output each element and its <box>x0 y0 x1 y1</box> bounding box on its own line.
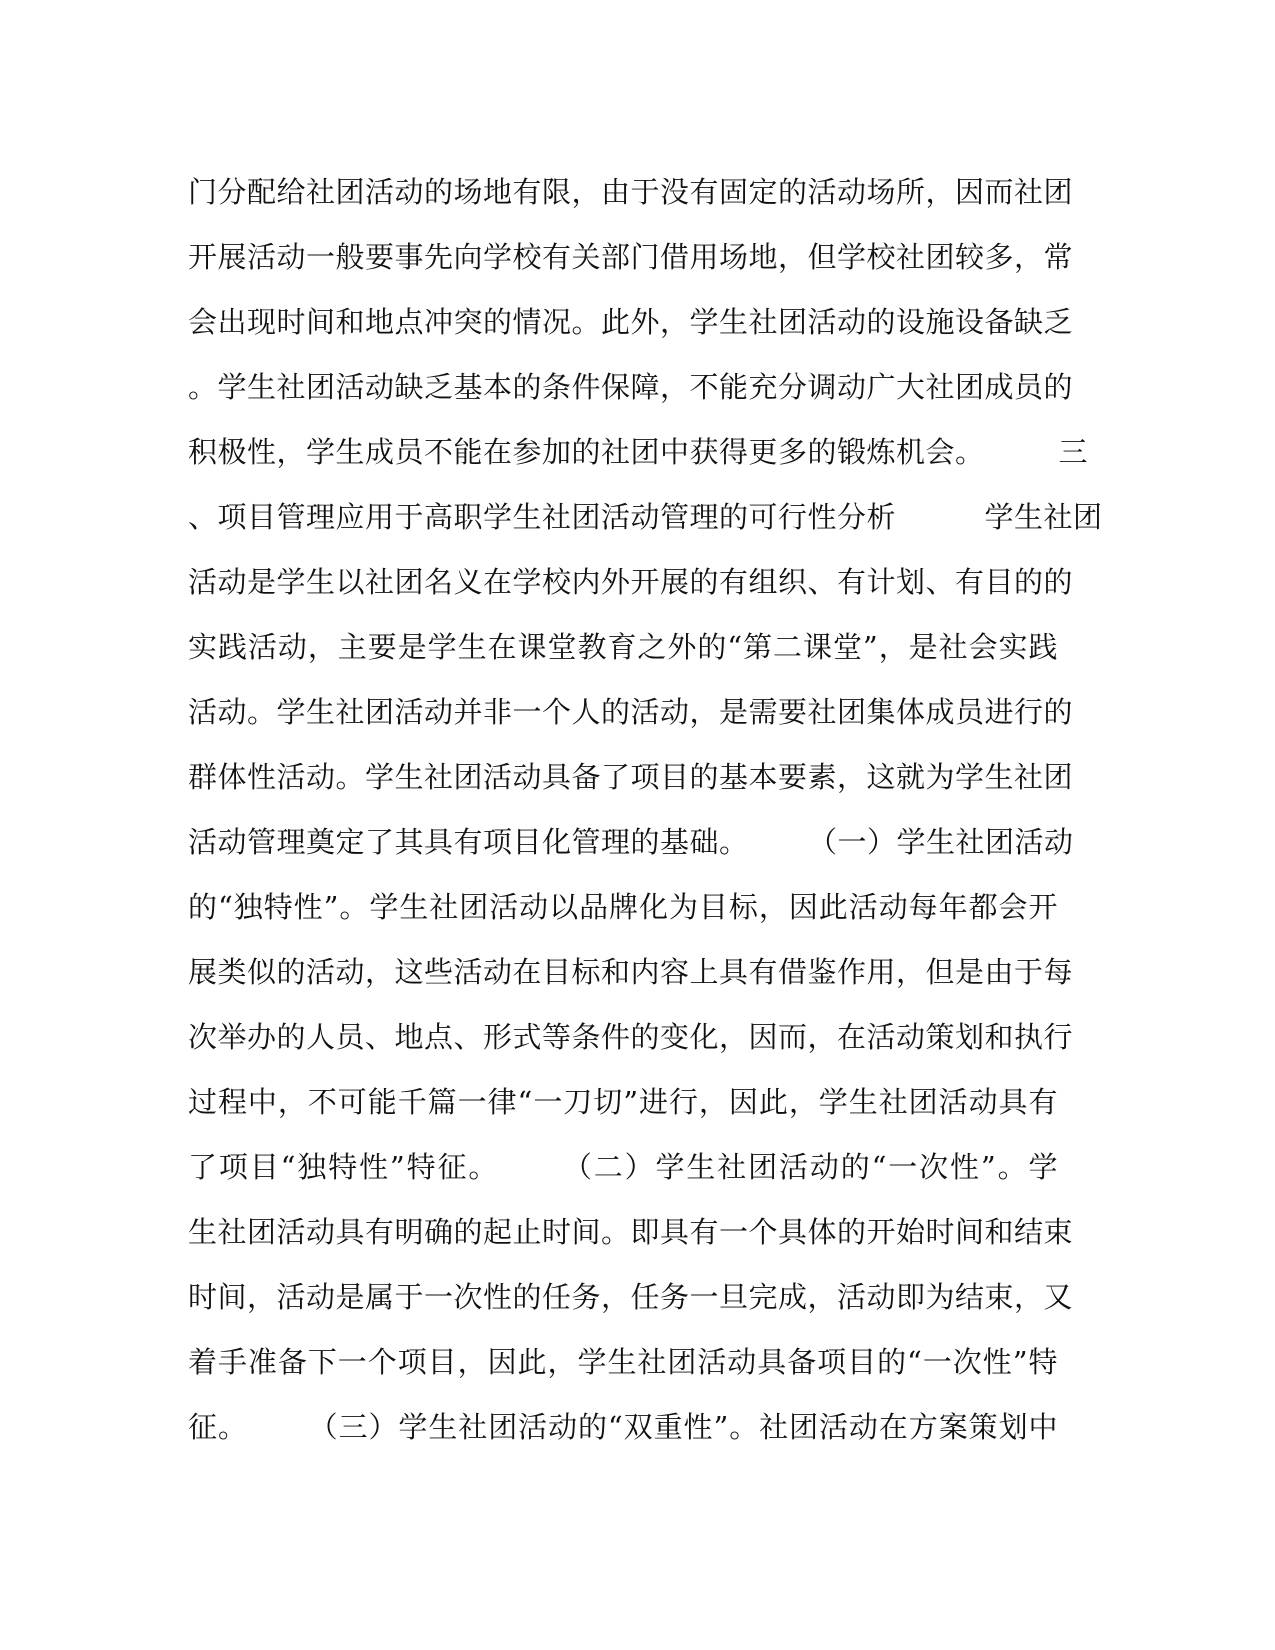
body-text <box>188 160 1103 1460</box>
text-line: 活动。学生社团活动并非一个人的活动，是需要社团集体成员进行的 <box>188 695 1074 729</box>
text-line: 时间，活动是属于一次性的任务，任务一旦完成，活动即为结束，又 <box>188 1280 1074 1314</box>
text-line: 、项目管理应用于高职学生社团活动管理的可行性分析 学生社团 <box>188 500 1103 534</box>
text-line: 生社团活动具有明确的起止时间。即具有一个具体的开始时间和结束 <box>188 1215 1074 1249</box>
text-line: 次举办的人员、地点、形式等条件的变化，因而，在活动策划和执行 <box>188 1020 1074 1054</box>
text-line: 积极性，学生成员不能在参加的社团中获得更多的锻炼机会。 三 <box>188 435 1089 469</box>
text-line: 着手准备下一个项目，因此，学生社团活动具备项目的“一次性”特 <box>188 1345 1058 1379</box>
text-line: 。学生社团活动缺乏基本的条件保障，不能充分调动广大社团成员的 <box>188 370 1074 404</box>
text-line: 活动是学生以社团名义在学校内外开展的有组织、有计划、有目的的 <box>188 565 1074 599</box>
text-line: 门分配给社团活动的场地有限，由于没有固定的活动场所，因而社团 <box>188 175 1074 209</box>
text-line: 了项目“独特性”特征。 （二）学生社团活动的“一次性”。学 <box>188 1150 1058 1184</box>
text-line: 征。 （三）学生社团活动的“双重性”。社团活动在方案策划中 <box>188 1410 1058 1444</box>
text-line: 开展活动一般要事先向学校有关部门借用场地，但学校社团较多，常 <box>188 240 1074 274</box>
text-line: 过程中，不可能千篇一律“一刀切”进行，因此，学生社团活动具有 <box>188 1085 1058 1119</box>
text-line: 会出现时间和地点冲突的情况。此外，学生社团活动的设施设备缺乏 <box>188 305 1074 339</box>
text-line: 展类似的活动，这些活动在目标和内容上具有借鉴作用，但是由于每 <box>188 955 1074 989</box>
text-line: 的“独特性”。学生社团活动以品牌化为目标，因此活动每年都会开 <box>188 890 1058 924</box>
text-line: 实践活动，主要是学生在课堂教育之外的“第二课堂”，是社会实践 <box>188 630 1058 664</box>
text-line: 活动管理奠定了其具有项目化管理的基础。 （一）学生社团活动 <box>188 825 1074 859</box>
text-line: 群体性活动。学生社团活动具备了项目的基本要素，这就为学生社团 <box>188 760 1074 794</box>
